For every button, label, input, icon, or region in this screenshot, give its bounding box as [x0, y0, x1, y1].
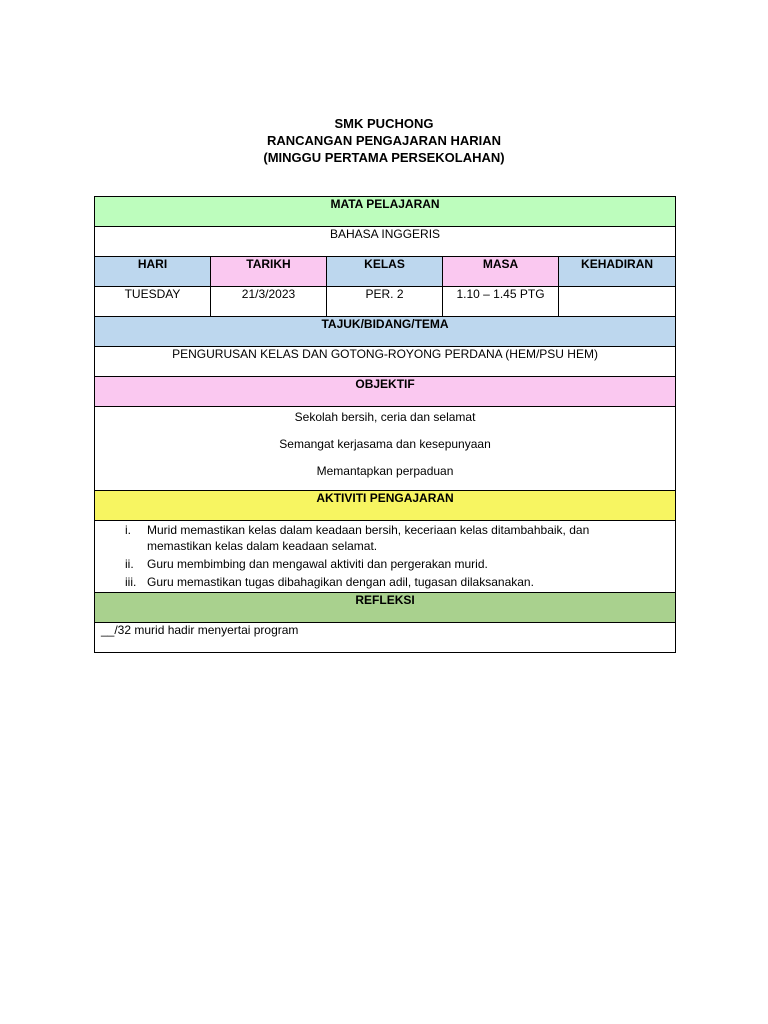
activity-item — [101, 556, 669, 572]
lesson-plan-table — [94, 196, 676, 653]
document-header — [0, 115, 768, 166]
activity-label: AKTIVITI PENGAJARAN — [95, 491, 676, 521]
info-value-row — [95, 287, 676, 317]
reflection-label: REFLEKSI — [95, 593, 676, 623]
activity-text: Guru memastikan tugas dibahagikan dengan adil, tugasan dilaksanakan. — [147, 575, 534, 589]
document-title: RANCANGAN PENGAJARAN HARIAN — [266, 133, 501, 148]
column-header-kehadiran: KEHADIRAN — [559, 257, 676, 287]
kehadiran-value — [559, 287, 676, 317]
activity-number: i. — [125, 523, 131, 537]
activity-number: iii. — [125, 575, 137, 589]
activity-number: ii. — [125, 557, 134, 571]
info-header-row — [95, 257, 676, 287]
hari-value: TUESDAY — [95, 287, 211, 317]
objective-item: Memantapkan perpaduan — [316, 464, 454, 478]
objective-item: Semangat kerjasama dan kesepunyaan — [279, 437, 491, 451]
objectives-cell — [95, 407, 676, 491]
theme-value: PENGURUSAN KELAS DAN GOTONG-ROYONG PERDANA (HEM/PSU HEM) — [95, 347, 676, 377]
activity-text: Guru membimbing dan mengawal aktiviti dan pergerakan murid. — [147, 557, 488, 571]
subject-value: BAHASA INGGERIS — [95, 227, 676, 257]
subject-label: MATA PELAJARAN — [95, 197, 676, 227]
column-header-masa: MASA — [443, 257, 559, 287]
tarikh-value: 21/3/2023 — [211, 287, 327, 317]
objective-label: OBJEKTIF — [95, 377, 676, 407]
theme-label: TAJUK/BIDANG/TEMA — [95, 317, 676, 347]
column-header-tarikh: TARIKH — [211, 257, 327, 287]
column-header-hari: HARI — [95, 257, 211, 287]
column-header-kelas: KELAS — [327, 257, 443, 287]
kelas-value: PER. 2 — [327, 287, 443, 317]
masa-value: 1.10 – 1.45 PTG — [443, 287, 559, 317]
school-name: SMK PUCHONG — [334, 116, 434, 131]
activity-text: Murid memastikan kelas dalam keadaan bersih, keceriaan kelas ditambahbaik, dan memastikan kelas dalam keadaan selamat. — [147, 523, 590, 553]
activity-item — [101, 574, 669, 590]
document-subtitle: (MINGGU PERTAMA PERSEKOLAHAN) — [263, 150, 505, 165]
activities-cell — [95, 521, 676, 593]
objective-item: Sekolah bersih, ceria dan selamat — [294, 410, 476, 424]
activity-item — [101, 522, 669, 554]
reflection-value: __/32 murid hadir menyertai program — [95, 623, 676, 653]
